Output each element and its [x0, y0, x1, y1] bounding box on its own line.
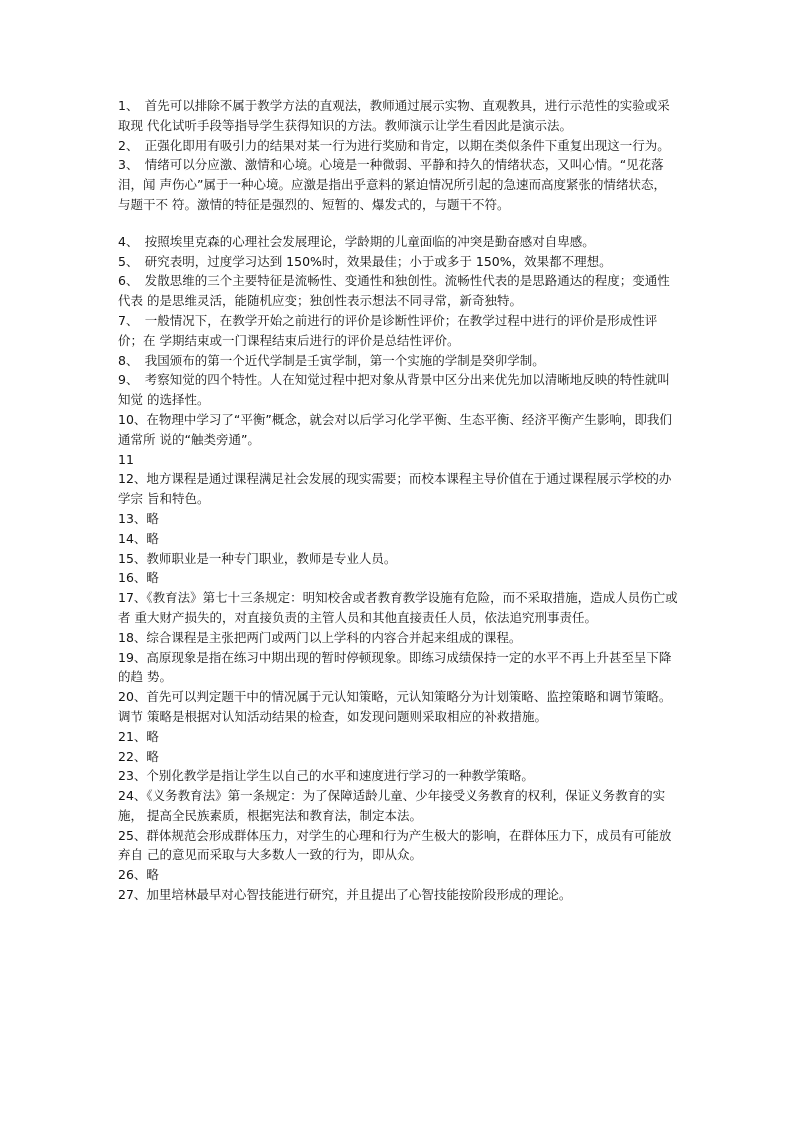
answer-item-8: 8、 我国颁布的第一个近代学制是壬寅学制，第一个实施的学制是癸卯学制。: [118, 352, 545, 368]
answer-item-4: 4、 按照埃里克森的心理社会发展理论，学龄期的儿童面临的冲突是勤奋感对自卑感。: [118, 233, 595, 249]
answer-item-9: 9、 考察知觉的四个特性。人在知觉过程中把对象从背景中区分出来优先加以清晰地反映的特性就叫知觉 的选择性。: [118, 372, 670, 408]
answer-item-26: 26、略: [118, 867, 159, 883]
answer-item-16: 16、略: [118, 570, 159, 586]
answer-item-15: 15、教师职业是一种专门职业，教师是专业人员。: [118, 550, 397, 566]
answer-item-14: 14、略: [118, 530, 159, 546]
answer-item-1: 1、 首先可以排除不属于教学方法的直观法，教师通过展示实物、直观教具，进行示范性的实验或采取现 代化试听手段等指导学生获得知识的方法。教师演示让学生看因此是演示法。: [118, 98, 670, 133]
answer-list: [118, 96, 678, 905]
answer-item-10: 10、在物理中学习了“平衡”概念，就会对以后学习化学平衡、生态平衡、经济平衡产生影响，即我们通常所 说的“触类旁通”。: [118, 411, 672, 447]
answer-item-2: 2、 正强化即用有吸引力的结果对某一行为进行奖励和肯定，以期在类似条件下重复出现这一行为。: [118, 137, 670, 153]
answer-item-3: 3、 情绪可以分应激、激情和心境。心境是一种微弱、平静和持久的情绪状态，又叫心情。“见花落泪，闻 声伤心”属于一种心境。应激是指出乎意料的紧迫情况所引起的急速而高度紧张的情绪状态，与题干不 符。激情的特征是强烈的、短暂的、爆发式的，与题干不符。: [118, 157, 666, 212]
answer-item-23: 23、个别化教学是指让学生以自己的水平和速度进行学习的一种教学策略。: [118, 768, 534, 784]
answer-item-22: 22、略: [118, 748, 159, 764]
answer-item-27: 27、加里培林最早对心智技能进行研究，并且提出了心智技能按阶段形成的理论。: [118, 887, 572, 903]
answer-item-19: 19、高原现象是指在练习中期出现的暂时停顿现象。即练习成绩保持一定的水平不再上升甚至呈下降的趋 势。: [118, 649, 672, 685]
answer-item-17: 17、《教育法》第七十三条规定：明知校舍或者教育教学设施有危险，而不采取措施，造成人员伤亡或者 重大财产损失的，对直接负责的主管人员和其他直接责任人员，依法追究刑事责任。: [118, 590, 678, 625]
answer-item-20: 20、首先可以判定题干中的情况属于元认知策略，元认知策略分为计划策略、监控策略和调节策略。调节 策略是根据对认知活动结果的检查，如发现问题则采取相应的补救措施。: [118, 689, 672, 724]
answer-item-12: 12、地方课程是通过课程满足社会发展的现实需要；而校本课程主导价值在于通过课程展示学校的办学宗 旨和特色。: [118, 471, 672, 507]
answer-item-24: 24、《义务教育法》第一条规定：为了保障适龄儿童、少年接受义务教育的权利，保证义务教育的实施， 提高全民族素质，根据宪法和教育法，制定本法。: [118, 788, 666, 823]
answer-item-25: 25、群体规范会形成群体压力，对学生的心理和行为产生极大的影响，在群体压力下，成员有可能放弃自 己的意见而采取与大多数人一致的行为，即从众。: [118, 827, 672, 863]
answer-item-13: 13、略: [118, 510, 159, 526]
answer-item-6: 6、 发散思维的三个主要特征是流畅性、变通性和独创性。流畅性代表的是思路通达的程度；变通性代表 的是思维灵活，能随机应变；独创性表示想法不同寻常，新奇独特。: [118, 273, 670, 309]
paragraph-gap: [118, 215, 678, 232]
answer-item-18: 18、综合课程是主张把两门或两门以上学科的内容合并起来组成的课程。: [118, 629, 522, 645]
answer-item-7: 7、 一般情况下，在教学开始之前进行的评价是诊断性评价；在教学过程中进行的评价是形成性评价；在 学期结束或一门课程结束后进行的评价是总结性评价。: [118, 312, 658, 348]
answer-item-11: 11: [118, 451, 134, 467]
answer-item-5: 5、 研究表明，过度学习达到 150%时，效果最佳；小于或多于 150%，效果都不理想。: [118, 253, 612, 269]
answer-item-21: 21、略: [118, 728, 159, 744]
